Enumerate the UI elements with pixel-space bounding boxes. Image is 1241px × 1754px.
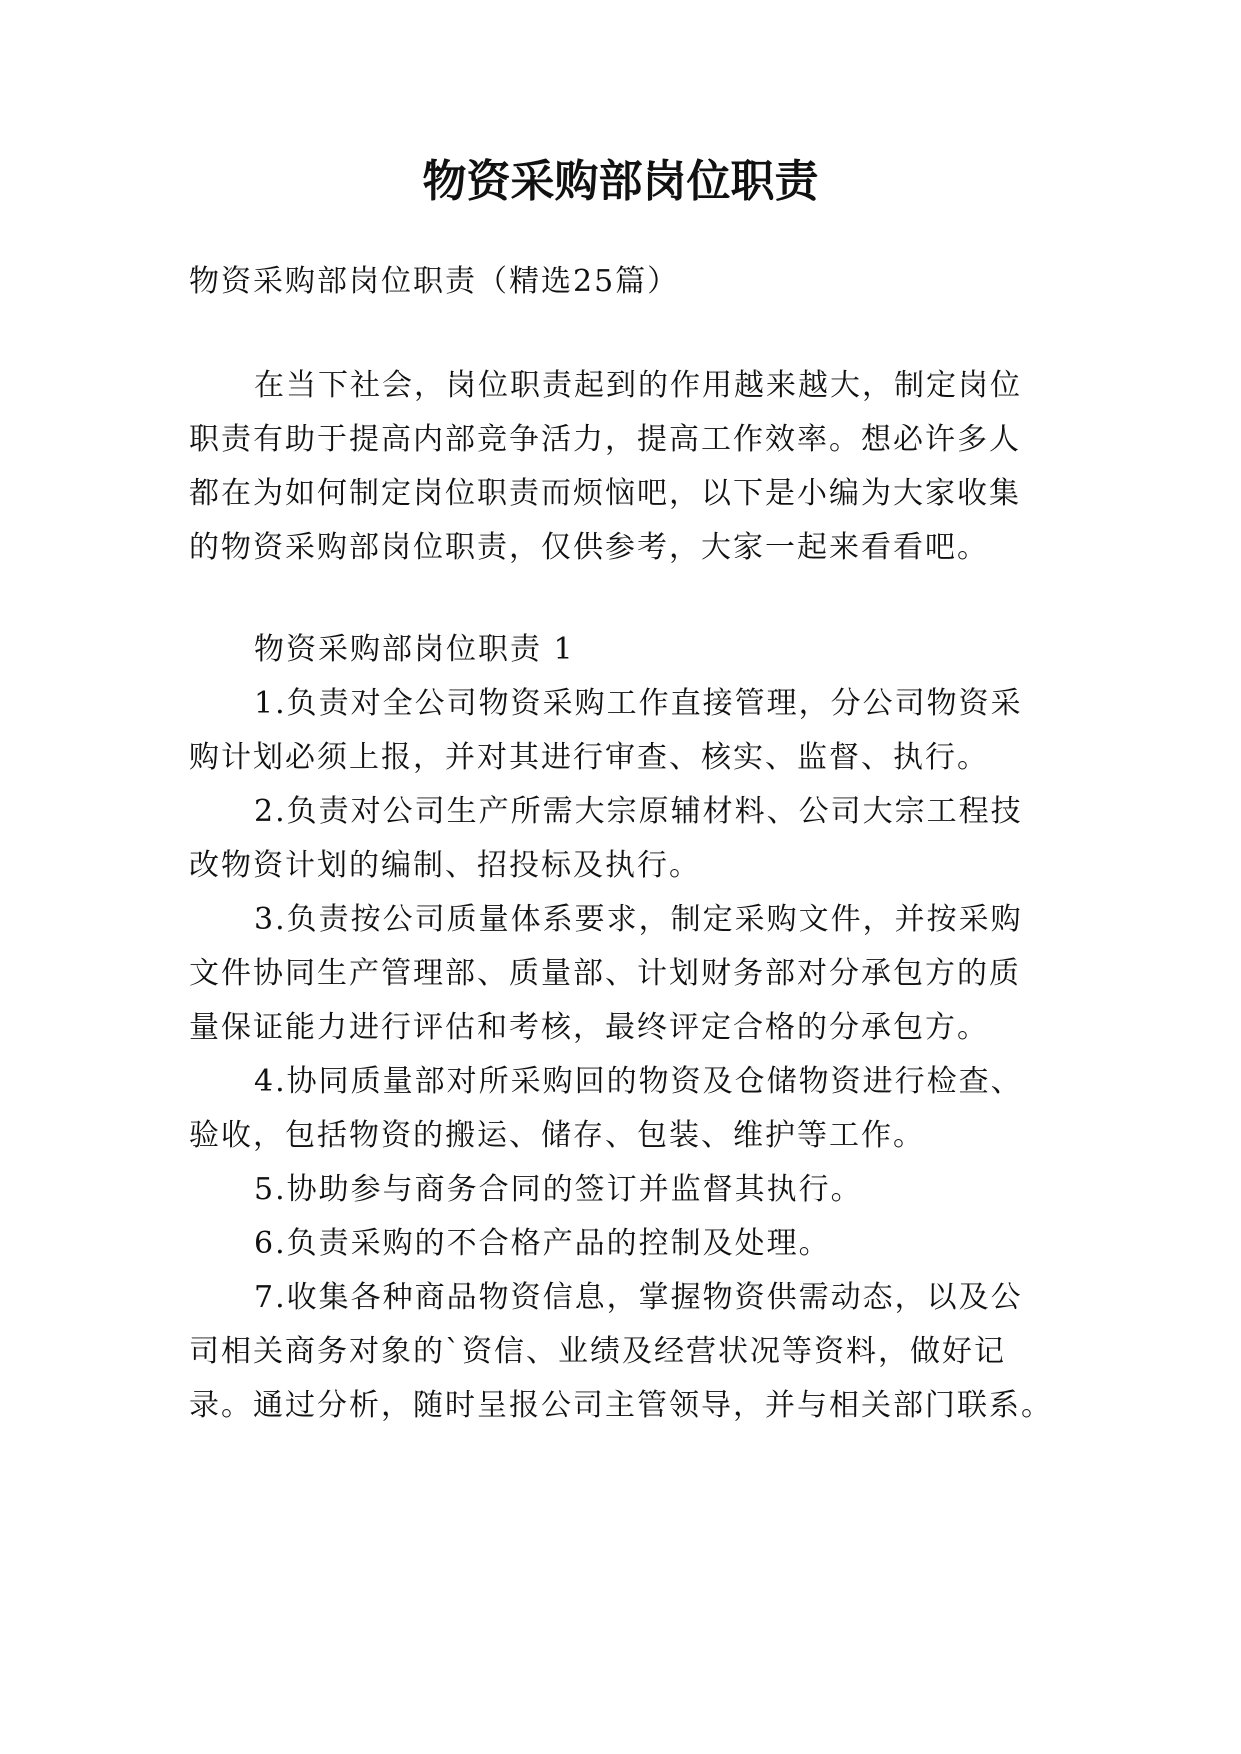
duty-line: 7.收集各种商品物资信息，掌握物资供需动态，以及公: [254, 1280, 1023, 1315]
document-subtitle: 物资采购部岗位职责（精选25篇）: [189, 264, 680, 299]
intro-line: 的物资采购部岗位职责，仅供参考，大家一起来看看吧。: [189, 530, 989, 565]
duty-line: 购计划必须上报，并对其进行审查、核实、监督、执行。: [189, 740, 989, 775]
duty-line: 录。通过分析，随时呈报公司主管领导，并与相关部门联系。: [189, 1388, 1053, 1423]
intro-line: 在当下社会，岗位职责起到的作用越来越大，制定岗位: [254, 368, 1022, 403]
duty-line: 量保证能力进行评估和考核，最终评定合格的分承包方。: [189, 1010, 989, 1045]
duty-line: 3.负责按公司质量体系要求，制定采购文件，并按采购: [254, 902, 1023, 937]
duty-line: 文件协同生产管理部、质量部、计划财务部对分承包方的质: [189, 956, 1021, 991]
duty-line: 2.负责对公司生产所需大宗原辅材料、公司大宗工程技: [254, 794, 1023, 829]
duty-line: 6.负责采购的不合格产品的控制及处理。: [254, 1226, 831, 1261]
duty-line: 司相关商务对象的`资信、业绩及经营状况等资料，做好记: [189, 1334, 1006, 1369]
intro-line: 职责有助于提高内部竞争活力，提高工作效率。想必许多人: [189, 422, 1021, 457]
duty-line: 改物资计划的编制、招投标及执行。: [189, 848, 701, 883]
duty-line: 5.协助参与商务合同的签订并监督其执行。: [254, 1172, 863, 1207]
duty-line: 4.协同质量部对所采购回的物资及仓储物资进行检查、: [254, 1064, 1023, 1099]
duty-line: 1.负责对全公司物资采购工作直接管理，分公司物资采: [254, 686, 1023, 721]
intro-line: 都在为如何制定岗位职责而烦恼吧，以下是小编为大家收集: [189, 476, 1021, 511]
duty-line: 验收，包括物资的搬运、储存、包装、维护等工作。: [189, 1118, 925, 1153]
page-title: 物资采购部岗位职责: [422, 156, 819, 207]
section-heading: 物资采购部岗位职责 1: [254, 632, 575, 667]
